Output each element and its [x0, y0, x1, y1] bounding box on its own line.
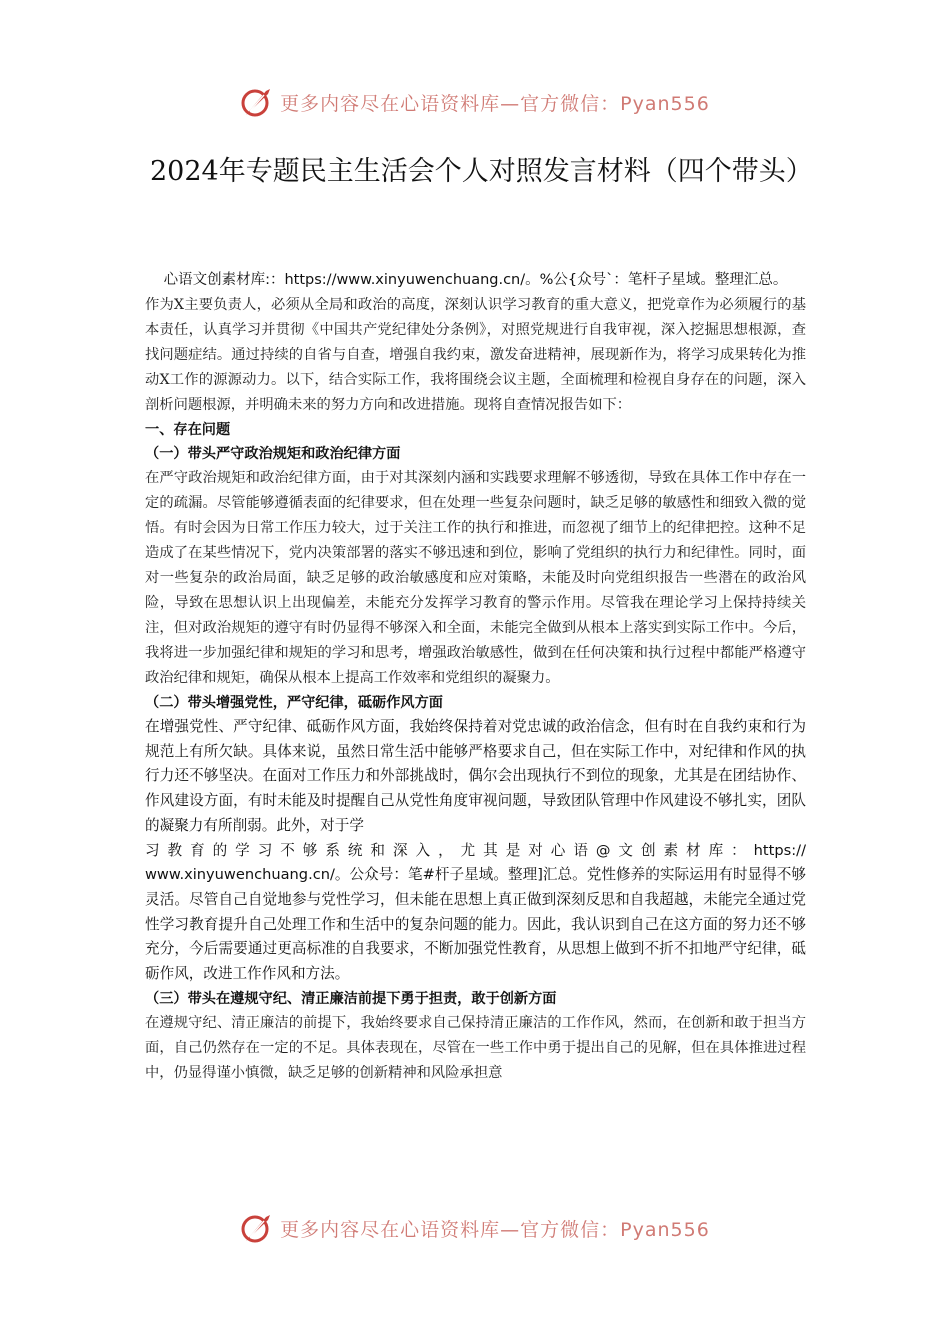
- subsection-heading-2: （二）带头增强党性，严守纪律，砥砺作风方面: [145, 695, 443, 711]
- quill-logo-icon: [240, 1211, 274, 1245]
- subsection-paragraph-2-spread-line: 习教育的学习不够系统和深入，尤其是对心语@文创素材库：https://: [145, 841, 806, 859]
- intro-paragraph: 作为X主要负责人，必须从全局和政治的高度，深刻认识学习教育的重大意义，把党章作为必须履行的基本责任，认真学习并贯彻《中国共产党纪律处分条例》，对照党规进行自我审视，深入挖掘思想根源，查找问题症结。通过持续的自省与自查，增强自我约束，激发奋进精神，展现新作为，将学习成果转化为推动X工作的源源动力。以下，结合实际工作，我将围绕会议主题，全面梳理和检视自身存在的问题，深入剖析问题根源，并明确未来的努力方向和改进措施。现将自查情况报告如下：: [145, 297, 806, 413]
- document-body: [145, 268, 806, 1086]
- subsection-paragraph-2: [145, 715, 806, 987]
- subsection-paragraph-2-part-b: www.xinyuwenchuang.cn/。公众号：笔#杆子星域。整理]汇总。党性修养的实际运用有时显得不够灵活。尽管自己自觉地参与党性学习，但未能在思想上真正做到深刻反思和自我超越，未能完全通过党性学习教育提升自己处理工作和生活中的复杂问题的能力。因此，我认识到自己在这方面的努力还不够充分，今后需要通过更高标准的自我要求，不断加强党性教育，从思想上做到不折不扣地严守纪律，砥砺作风，改进工作作风和方法。: [145, 866, 806, 983]
- subsection-paragraph-1: 在严守政治规矩和政治纪律方面，由于对其深刻内涵和实践要求理解不够透彻，导致在具体工作中存在一定的疏漏。尽管能够遵循表面的纪律要求，但在处理一些复杂问题时，缺乏足够的敏感性和细致入微的觉悟。有时会因为日常工作压力较大，过于关注工作的执行和推进，而忽视了细节上的纪律把控。这种不足造成了在某些情况下，党内决策部署的落实不够迅速和到位，影响了党组织的执行力和纪律性。同时，面对一些复杂的政治局面，缺乏足够的政治敏感度和应对策略，未能及时向党组织报告一些潜在的政治风险，导致在思想认识上出现偏差，未能充分发挥学习教育的警示作用。尽管我在理论学习上保持持续关注，但对政治规矩的遵守有时仍显得不够深入和全面，未能完全做到从根本上落实到实际工作中。今后，我将进一步加强纪律和规矩的学习和思考，增强政治敏感性，做到在任何决策和执行过程中都能严格遵守政治纪律和规矩，确保从根本上提高工作效率和党组织的凝聚力。: [145, 470, 806, 686]
- quill-logo-icon: [240, 85, 274, 119]
- watermark-text: 更多内容尽在心语资料库—官方微信：Pyan556: [280, 1218, 710, 1241]
- watermark-top: [0, 82, 950, 122]
- subsection-paragraph-3: 在遵规守纪、清正廉洁的前提下，我始终要求自己保持清正廉洁的工作作风，然而，在创新和敢于担当方面，自己仍然存在一定的不足。具体表现在，尽管在一些工作中勇于提出自己的见解，但在具体推进过程中，仍显得谨小慎微，缺乏足够的创新精神和风险承担意: [145, 1014, 806, 1081]
- watermark-text: 更多内容尽在心语资料库—官方微信：Pyan556: [280, 92, 710, 115]
- section-heading-1: 一、存在问题: [145, 422, 231, 438]
- subsection-heading-1: （一）带头严守政治规矩和政治纪律方面: [145, 446, 401, 462]
- subsection-paragraph-2-part-a: 在增强党性、严守纪律、砥砺作风方面，我始终保持着对党忠诚的政治信念，但有时在自我约束和行为规范上有所欠缺。具体来说，虽然日常生活中能够严格要求自己，但在实际工作中，对纪律和作风的执行力还不够坚决。在面对工作压力和外部挑战时，偶尔会出现执行不到位的现象，尤其是在团结协作、作风建设方面，有时未能及时提醒自己从党性角度审视问题，导致团队管理中作风建设不够扎实，团队的凝聚力有所削弱。此外，对于学: [145, 718, 806, 834]
- watermark-bottom: [0, 1208, 950, 1248]
- document-title: 2024年专题民主生活会个人对照发言材料（四个带头）: [150, 156, 813, 187]
- subsection-heading-3: （三）带头在遵规守纪、清正廉洁前提下勇于担责，敢于创新方面: [145, 990, 557, 1007]
- source-line: 心语文创素材库:：https://www.xinyuwenchuang.cn/。%公{众号`：笔杆子星域。整理汇总。: [163, 272, 788, 288]
